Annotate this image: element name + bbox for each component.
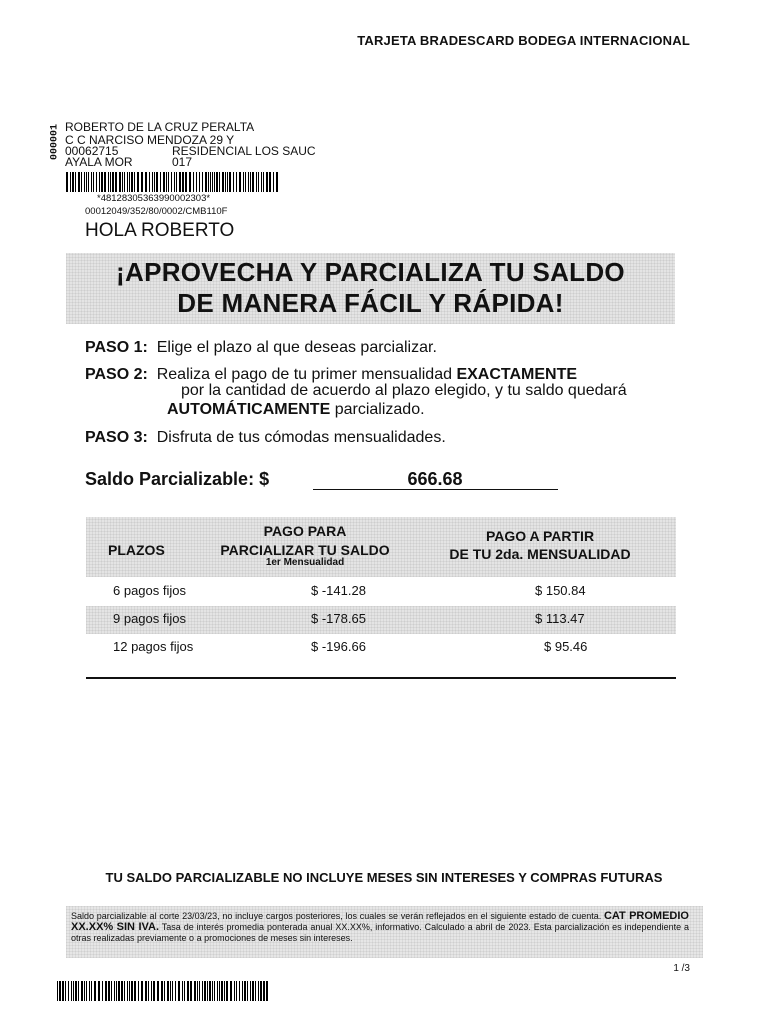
barcode-bar [179, 172, 181, 192]
barcode-bar [101, 172, 103, 192]
step-2-bold-b: AUTOMÁTICAMENTE [167, 401, 331, 418]
barcode-bar [78, 172, 80, 192]
barcode-bar [230, 981, 232, 1001]
saldo-value: 666.68 [407, 469, 463, 489]
step-2-label: PASO 2: [85, 366, 148, 383]
step-3-label: PASO 3: [85, 429, 148, 446]
barcode-bar [221, 981, 223, 1001]
barcode-bar [168, 172, 169, 192]
barcode-bar [141, 981, 143, 1001]
barcode-bar [119, 172, 121, 192]
barcode-bar [151, 981, 152, 1001]
barcode-bar [273, 172, 274, 192]
barcode-bar [236, 981, 237, 1001]
greeting: HOLA ROBERTO [85, 220, 235, 241]
col-pago1-sub: 1er Mensualidad [265, 557, 345, 568]
barcode-bar [160, 172, 161, 192]
barcode-bar [75, 981, 77, 1001]
disclaimer-title: TU SALDO PARCIALIZABLE NO INCLUYE MESES SIN INTERESES Y COMPRAS FUTURAS [105, 870, 663, 885]
barcode-bar [127, 981, 128, 1001]
barcode-bar [222, 172, 224, 192]
barcode-bar [149, 172, 150, 192]
barcode-bar [75, 172, 76, 192]
recipient-colony: RESIDENCIAL LOS SAUC [172, 144, 316, 158]
barcode-bar [124, 981, 125, 1001]
barcode-bar [71, 981, 72, 1001]
barcode-bar [256, 172, 257, 192]
barcode-bar [108, 172, 109, 192]
barcode-bar [66, 172, 68, 192]
barcode-bar [250, 981, 251, 1001]
barcode-bar [112, 172, 114, 192]
step-3-text: Disfruta de tus cómodas mensualidades. [156, 429, 446, 446]
barcode-bar [174, 172, 175, 192]
postal-barcode [66, 172, 279, 192]
barcode-bar [216, 172, 218, 192]
fine-print-b: Tasa de interés promedia ponterada anual XX.XX%, informativo. Calculado a abril de 2023. Esta parcialización es independiente a otras realizadas previamente o a promociones de meses sin intereses. [71, 922, 689, 943]
barcode-bar [276, 172, 278, 192]
barcode-bar [129, 981, 130, 1001]
barcode-bar [118, 981, 120, 1001]
recipient-name: ROBERTO DE LA CRUZ PERALTA [65, 120, 255, 134]
col-pago1-line2: PARCIALIZAR TU SALDO [220, 542, 390, 558]
barcode-bar [208, 172, 209, 192]
barcode-bar [94, 981, 96, 1001]
barcode-bar [184, 981, 185, 1001]
table-bottom-rule [86, 677, 676, 679]
step-2-text-a: Realiza el pago de tu primer mensualidad [156, 366, 452, 383]
barcode-bar [197, 981, 198, 1001]
barcode-bar [161, 981, 163, 1001]
barcode-bar [225, 172, 226, 192]
barcode-bar [102, 981, 103, 1001]
barcode-bar [153, 981, 155, 1001]
row-1-siguiente: $ 150.84 [535, 583, 586, 598]
step-3 [85, 429, 446, 447]
barcode-bar [57, 981, 58, 1001]
barcode-bar [172, 981, 173, 1001]
barcode-bar [91, 981, 92, 1001]
fine-print-a: Saldo parcializable al corte 23/03/23, no incluye cargos posteriores, los cuales se verán reflejados en el siguiente estado de cuenta. [71, 911, 602, 921]
barcode-bar [134, 981, 136, 1001]
step-2-text-b: por la cantidad de acuerdo al plazo elegido, y tu saldo quedará [181, 382, 627, 399]
col-pago2-line1: PAGO A PARTIR [485, 528, 595, 544]
barcode-bar [176, 172, 177, 192]
row-1-plazo: 6 pagos fijos [113, 583, 186, 598]
barcode-bar [88, 172, 89, 192]
recipient-city: AYALA MOR [65, 155, 133, 169]
barcode-bar [182, 981, 183, 1001]
barcode-bar [111, 981, 112, 1001]
barcode-bar [185, 172, 187, 192]
barcode-bar [226, 981, 228, 1001]
barcode-bar [252, 981, 254, 1001]
recipient-code: 017 [172, 155, 193, 169]
barcode-bar [234, 981, 235, 1001]
barcode-bar [129, 172, 130, 192]
saldo-label: Saldo Parcializable: $ [85, 469, 270, 489]
row-2-siguiente: $ 113.47 [535, 611, 585, 626]
barcode-bar [171, 172, 172, 192]
barcode-bar [131, 172, 133, 192]
barcode-bar [244, 981, 246, 1001]
barcode-bar [116, 981, 117, 1001]
barcode-bar [81, 172, 82, 192]
barcode-bar [175, 981, 176, 1001]
routing-code: 00012049/352/80/0002/CMB110F [85, 206, 228, 217]
barcode-bar [108, 981, 110, 1001]
barcode-bar [134, 172, 135, 192]
barcode-bar [207, 981, 208, 1001]
barcode-bar [59, 981, 61, 1001]
row-3-plazo: 12 pagos fijos [113, 639, 194, 654]
saldo-underline [313, 489, 558, 490]
barcode-bar [227, 172, 228, 192]
barcode-bar [182, 172, 184, 192]
barcode-bar [141, 172, 143, 192]
barcode-bar [137, 172, 139, 192]
page-number: 1 /3 [673, 963, 690, 974]
row-2-primer: $ -178.65 [311, 611, 366, 626]
barcode-bar [252, 172, 254, 192]
barcode-bar [189, 172, 191, 192]
row-2-plazo: 9 pagos fijos [113, 611, 186, 626]
barcode-bar [199, 981, 200, 1001]
barcode-bar [248, 172, 249, 192]
barcode-bar [115, 172, 117, 192]
recipient-street: C C NARCISO MENDOZA 29 Y [65, 133, 235, 147]
barcode-bar [204, 981, 206, 1001]
barcode-bar [98, 981, 100, 1001]
barcode-bar [154, 172, 155, 192]
barcode-bar [105, 981, 107, 1001]
barcode-bar [104, 172, 106, 192]
barcode-bar [78, 981, 79, 1001]
barcode-bar [263, 172, 264, 192]
barcode-bar [210, 172, 211, 192]
document-title: TARJETA BRADESCARD BODEGA INTERNACIONAL [357, 33, 690, 48]
barcode-bar [229, 172, 231, 192]
barcode-bar [202, 981, 203, 1001]
barcode-bar [258, 172, 259, 192]
barcode-bar [156, 172, 158, 192]
barcode-bar [194, 981, 196, 1001]
barcode-bar [73, 981, 74, 1001]
barcode-bar [145, 981, 147, 1001]
barcode-bar [122, 172, 123, 192]
barcode-bar [236, 172, 237, 192]
barcode-bar [212, 172, 213, 192]
barcode-bar [242, 981, 243, 1001]
barcode-bar [110, 172, 111, 192]
col-plazos: PLAZOS [108, 542, 165, 558]
barcode-bar [167, 981, 169, 1001]
barcode-bar [258, 981, 259, 1001]
document-barcode [57, 981, 269, 1001]
barcode-bar [209, 981, 211, 1001]
barcode-bar [86, 172, 87, 192]
step-2-line-3 [167, 401, 425, 419]
barcode-bar [269, 172, 271, 192]
barcode-bar [263, 981, 265, 1001]
barcode-bar [89, 981, 90, 1001]
barcode-bar [217, 981, 218, 1001]
promo-headline-1: ¡APROVECHA Y PARCIALIZA TU SALDO [116, 257, 625, 287]
barcode-bar [196, 172, 197, 192]
recipient-postal: 00062715 [65, 144, 119, 158]
barcode-number: *48128305363990002303* [97, 193, 211, 204]
barcode-bar [219, 172, 220, 192]
barcode-bar [114, 981, 115, 1001]
step-1-text: Elige el plazo al que deseas parcializar. [156, 339, 437, 356]
barcode-bar [219, 981, 220, 1001]
barcode-bar [65, 981, 66, 1001]
step-1-label: PASO 1: [85, 339, 148, 356]
step-2-text-c: parcializado. [334, 401, 425, 418]
barcode-bar [131, 981, 133, 1001]
barcode-bar [170, 981, 171, 1001]
barcode-bar [91, 172, 92, 192]
barcode-bar [96, 172, 97, 192]
barcode-bar [199, 172, 200, 192]
barcode-bar [163, 172, 165, 192]
barcode-bar [72, 172, 74, 192]
barcode-bar [81, 981, 83, 1001]
barcode-bar [164, 981, 165, 1001]
barcode-bar [205, 172, 207, 192]
barcode-bar [243, 172, 244, 192]
barcode-bar [148, 981, 149, 1001]
barcode-bar [138, 981, 139, 1001]
col-pago2-line2: DE TU 2da. MENSUALIDAD [449, 546, 631, 562]
barcode-bar [99, 172, 100, 192]
barcode-bar [187, 981, 189, 1001]
barcode-bar [178, 981, 180, 1001]
barcode-bar [70, 172, 71, 192]
step-2-bold-a: EXACTAMENTE [456, 366, 578, 383]
barcode-bar [202, 172, 203, 192]
barcode-bar [261, 172, 262, 192]
barcode-bar [250, 172, 251, 192]
barcode-bar [62, 981, 64, 1001]
barcode-bar [224, 981, 225, 1001]
barcode-bar [152, 172, 153, 192]
step-1 [85, 339, 437, 357]
barcode-bar [190, 981, 192, 1001]
row-3-siguiente: $ 95.46 [544, 639, 588, 654]
barcode-bar [193, 172, 194, 192]
barcode-bar [245, 172, 246, 192]
barcode-bar [266, 172, 268, 192]
barcode-bar [84, 981, 85, 1001]
row-1-primer: $ -141.28 [311, 583, 366, 598]
barcode-bar [127, 172, 128, 192]
barcode-bar [214, 981, 215, 1001]
promo-headline-2: DE MANERA FÁCIL Y RÁPIDA! [177, 288, 564, 318]
barcode-bar [255, 981, 256, 1001]
barcode-bar [124, 172, 125, 192]
barcode-bar [68, 981, 69, 1001]
barcode-bar [247, 981, 248, 1001]
barcode-bar [266, 981, 268, 1001]
barcode-bar [239, 172, 241, 192]
col-pago1-line1: PAGO PARA [263, 523, 347, 539]
barcode-bar [260, 981, 262, 1001]
barcode-bar [239, 981, 240, 1001]
row-3-primer: $ -196.66 [311, 639, 366, 654]
barcode-bar [212, 981, 213, 1001]
barcode-bar [214, 172, 215, 192]
sequence-number: 000001 [49, 123, 61, 161]
fine-print-cat: CAT PROMEDIO XX.XX% SIN IVA. [71, 910, 689, 933]
barcode-bar [86, 981, 87, 1001]
barcode-bar [93, 172, 94, 192]
barcode-bar [166, 172, 167, 192]
barcode-bar [233, 172, 234, 192]
barcode-bar [145, 172, 147, 192]
barcode-bar [121, 981, 123, 1001]
barcode-bar [157, 981, 159, 1001]
fine-print [71, 911, 689, 944]
barcode-bar [84, 172, 85, 192]
